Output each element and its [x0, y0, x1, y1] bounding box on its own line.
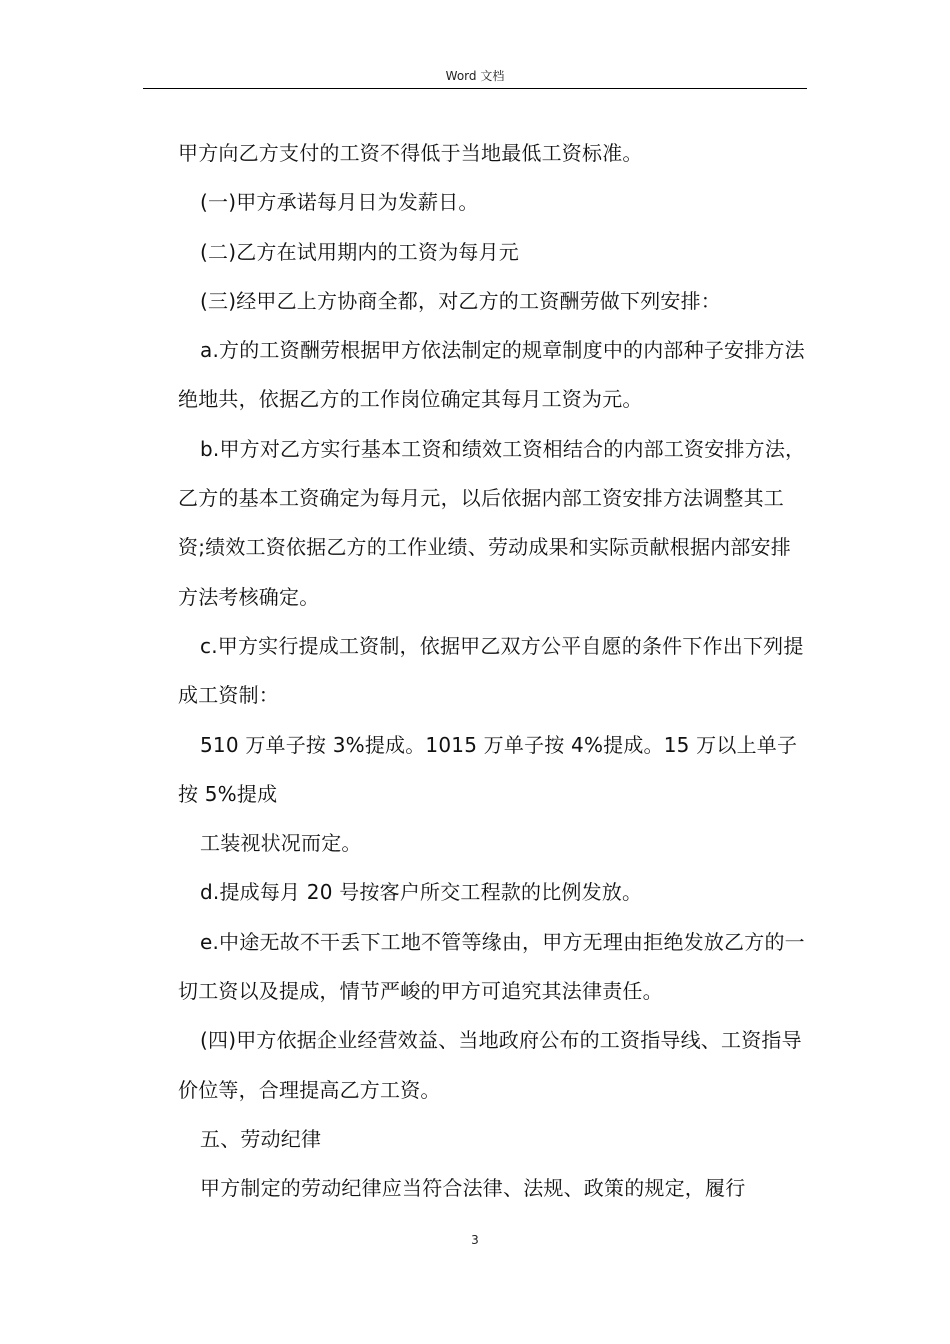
paragraph-12: (四)甲方依据企业经营效益、当地政府公布的工资指导线、工资指导价位等，合理提高乙方工资。	[178, 1028, 802, 1102]
paragraph-3: (二)乙方在试用期内的工资为每月元	[200, 239, 520, 264]
paragraph-2: (一)甲方承诺每月日为发薪日。	[200, 190, 479, 215]
paragraph-9: 工装视状况而定。	[200, 831, 362, 856]
paragraph-11: e.中途无故不干丢下工地不管等缘由，甲方无理由拒绝发放乙方的一切工资以及提成，情节严峻的甲方可追究其法律责任。	[178, 929, 805, 1004]
paragraph-5: a.方的工资酬劳根据甲方依法制定的规章制度中的内部种子安排方法绝地共，依据乙方的工作岗位确定其每月工资为元。	[178, 338, 805, 412]
paragraph-14: 甲方制定的劳动纪律应当符合法律、法规、政策的规定，履行	[200, 1176, 746, 1201]
paragraph-4: (三)经甲乙上方协商全都，对乙方的工资酬劳做下列安排：	[200, 288, 722, 313]
paragraph-1: 甲方向乙方支付的工资不得低于当地最低工资标准。	[178, 141, 643, 165]
page-number: 3	[471, 1233, 479, 1247]
section-heading-labor-discipline: 五、劳动纪律	[200, 1126, 322, 1151]
page-header: Word 文档	[445, 69, 505, 83]
paragraph-10: d.提成每月 20 号按客户所交工程款的比例发放。	[200, 880, 643, 905]
document-body	[178, 129, 806, 1214]
paragraph-8: 510 万单子按 3%提成。1015 万单子按 4%提成。15 万以上单子按 5%提成	[178, 732, 798, 806]
paragraph-7: c.甲方实行提成工资制，依据甲乙双方公平自愿的条件下作出下列提成工资制：	[178, 633, 804, 708]
header-rule	[143, 88, 807, 89]
paragraph-6: b.甲方对乙方实行基本工资和绩效工资相结合的内部工资安排方法，乙方的基本工资确定为每月元，以后依据内部工资安排方法调整其工资;绩效工资依据乙方的工作业绩、劳动成果和实际贡献根据内部安排方法考核确定。	[178, 436, 806, 609]
